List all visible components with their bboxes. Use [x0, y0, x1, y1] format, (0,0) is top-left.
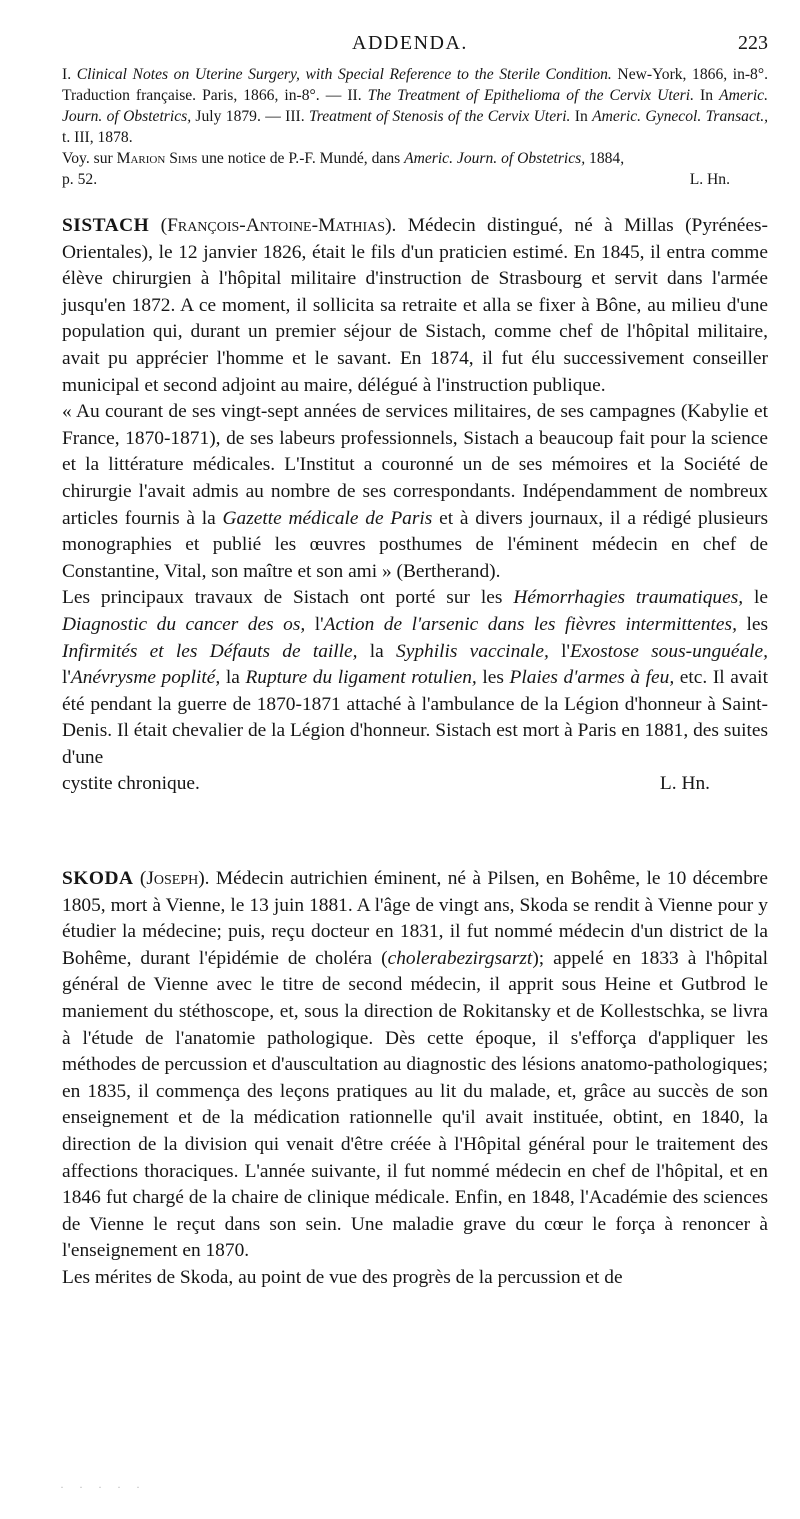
ref-pub-3a: In: [570, 108, 593, 125]
work-title: Hémorrhagies traumatiques,: [513, 587, 744, 609]
sistach-p2-text-a: « Au courant de ses vingt-sept années de services militaires, de ses campagnes (Kabylie et France, 1870-1871), de ses labeurs professionnels, Sistach a beaucoup fait pour la science et la littérature médicales. L'Institut a couronné un de ses mémoires et la Société de chirurgie l'avait admis au nombre de ses correspondants. Indépendamment de nombreux articles fournis à la: [62, 401, 768, 529]
voy-text-a: Voy. sur: [62, 150, 117, 167]
voy-text-c: 1884,: [585, 150, 625, 167]
entry-surname: SKODA: [62, 868, 134, 889]
skoda-p1-text-b: ); appelé en 1833 à l'hôpital général de Vienne avec le titre de second médecin, il apprit sous Heine et Gutbrod le maniement du stéthoscope, et, sous la direction de Rokitansky et de Kollestschka, se livra à l'étude de l'anatomie pathologique. Dès cette époque, il s'efforça d'appliquer les méthodes de percussion et d'auscultation au diagnostic des lésions anatomo-pathologiques; en 1835, il commença des leçons pratiques au lit du malade, et, grâce au succès de son enseignement et de la médication rationnelle qu'il avait instituée, obtint, en 1840, la direction de la division qui venait d'être créée à l'Hôpital général pour le traitement des affections thoraciques. L'année suivante, il fut nommé médecin en chef de l'hôpital, et en 1846 fut chargé de la chaire de clinique médicale. Enfin, en 1848, l'Académie des sciences de Vienne le reçut dans son sein. Une maladie grave du cœur le força à renoncer à l'enseignement en 1870.: [62, 947, 768, 1262]
skoda-paragraph-1: [62, 866, 768, 1265]
running-title: ADDENDA.: [352, 32, 468, 54]
work-title: Infirmités et les Défauts de taille,: [62, 640, 358, 662]
sistach-paragraph-3: [62, 585, 768, 771]
text-run: l': [62, 667, 71, 689]
work-title: Rupture du ligament rotulien,: [245, 667, 477, 689]
ref-pub-1: New-York, 1866, in-8°. Traduction française. Paris, 1866, in-8°. — II.: [62, 66, 768, 104]
entry-skoda: [62, 866, 768, 1292]
voy-page: p. 52.: [62, 171, 98, 188]
work-title: Plaies d'armes à feu,: [509, 667, 675, 689]
skoda-paragraph-2: [62, 1265, 768, 1292]
text-run: l': [305, 613, 324, 635]
skoda-p1-text-a: Médecin autrichien éminent, né à Pilsen, en Bohême, le 10 décembre 1805, mort à Vienne, le 13 juin 1881. A l'âge de vingt ans, Skoda se rendit à Vienne pour y étudier la médecine; puis, reçu docteur en 1831, il fut nommé médecin d'un district de la Bohême, durant l'épidémie de choléra (: [62, 868, 768, 969]
text-run: etc. Il avait été pendant la guerre de 1870-1871 attaché à l'ambulance de la Légion d'honneur à Saint-Denis. Il était chevalier de la Légion d'honneur. Sistach est mort à Paris en 1881, des suites d'une: [62, 667, 768, 768]
ref-journal-3: Americ. Gynecol. Transact.,: [592, 108, 768, 125]
ref-signature: L. Hn.: [689, 171, 730, 188]
ref-title-1: Clinical Notes on Uterine Surgery, with Special Reference to the Sterile Condition.: [76, 66, 612, 83]
text-run: l': [548, 640, 570, 662]
bibliography-paragraph: [62, 64, 768, 148]
page-number: 223: [738, 32, 768, 54]
entry-forenames: (Joseph).: [139, 868, 210, 889]
entry-sistach: [62, 213, 768, 798]
voy-name: Marion Sims: [116, 150, 198, 167]
work-title: Exostose sous-unguéale,: [569, 640, 768, 662]
skoda-term: cholerabezirgsarzt: [387, 947, 533, 969]
skoda-p2-text: Les mérites de Skoda, au point de vue des progrès de la percussion et de: [62, 1266, 623, 1288]
text-run: la: [357, 640, 397, 662]
text-run: les: [736, 613, 768, 635]
sistach-last-line: cystite chronique.: [62, 773, 200, 795]
sistach-signature-line: [62, 771, 768, 798]
voy-text-b: une notice de P.-F. Mundé, dans: [197, 150, 405, 167]
voy-journal: Americ. Journ. of Obstetrics,: [404, 150, 586, 167]
ref-title-3: Treatment of Stenosis of the Cervix Uteri.: [308, 108, 571, 125]
page-header: [52, 30, 768, 58]
entry-forenames: (François-Antoine-Mathias).: [160, 215, 397, 236]
work-title: Diagnostic du cancer des os,: [62, 613, 306, 635]
sistach-p1-text: Médecin distingué, né à Millas (Pyrénées-Orientales), le 12 janvier 1826, était le fils d'un praticien estimé. En 1845, il entra comme élève chirurgien à l'hôpital militaire d'instruction de Strasbourg et servit dans l'armée jusqu'en 1872. A ce moment, il sollicita sa retraite et alla se fixer à Bône, au milieu d'une population qui, durant un premier séjour de Sistach, comme chef de l'hôpital militaire, avait pu apprécier l'homme et le savant. En 1874, il fut élu successivement conseiller municipal et second adjoint au maire, délégué à l'instruction publique.: [62, 215, 768, 396]
text-run: Les principaux travaux de Sistach ont porté sur les: [62, 587, 514, 609]
work-title: Action de l'arsenic dans les fièvres intermittentes,: [323, 613, 737, 635]
ref-intro: I.: [62, 66, 77, 83]
sistach-paragraph-2: [62, 399, 768, 585]
sistach-signature: L. Hn.: [659, 773, 710, 795]
text-run: les: [476, 667, 510, 689]
text-run: le: [743, 587, 768, 609]
ref-pub-2b: July 1879. — III.: [191, 108, 309, 125]
text-run: la: [220, 667, 246, 689]
ref-pub-2a: In: [693, 87, 720, 104]
work-title: Syphilis vaccinale,: [396, 640, 549, 662]
sistach-journal: Gazette médicale de Paris: [222, 507, 433, 529]
sistach-paragraph-1: [62, 213, 768, 399]
bibliography-block: [62, 64, 768, 190]
ref-pub-3b: t. III, 1878.: [62, 129, 133, 146]
ref-journal-2: Americ. Journ. of Obstetrics,: [62, 87, 768, 125]
footer-smudge: · · · · ·: [60, 1480, 146, 1494]
work-title: Anévrysme poplité,: [70, 667, 221, 689]
voy-paragraph: [62, 148, 768, 169]
ref-signature-line: [62, 169, 768, 190]
sistach-p2-text-b: et à divers journaux, il a rédigé plusieurs monographies et publié les œuvres posthumes de l'éminent médecin en chef de Constantine, Vital, son maître et son ami » (Bertherand).: [62, 507, 768, 582]
entry-surname: SISTACH: [62, 215, 150, 236]
ref-title-2: The Treatment of Epithelioma of the Cervix Uteri.: [367, 87, 694, 104]
